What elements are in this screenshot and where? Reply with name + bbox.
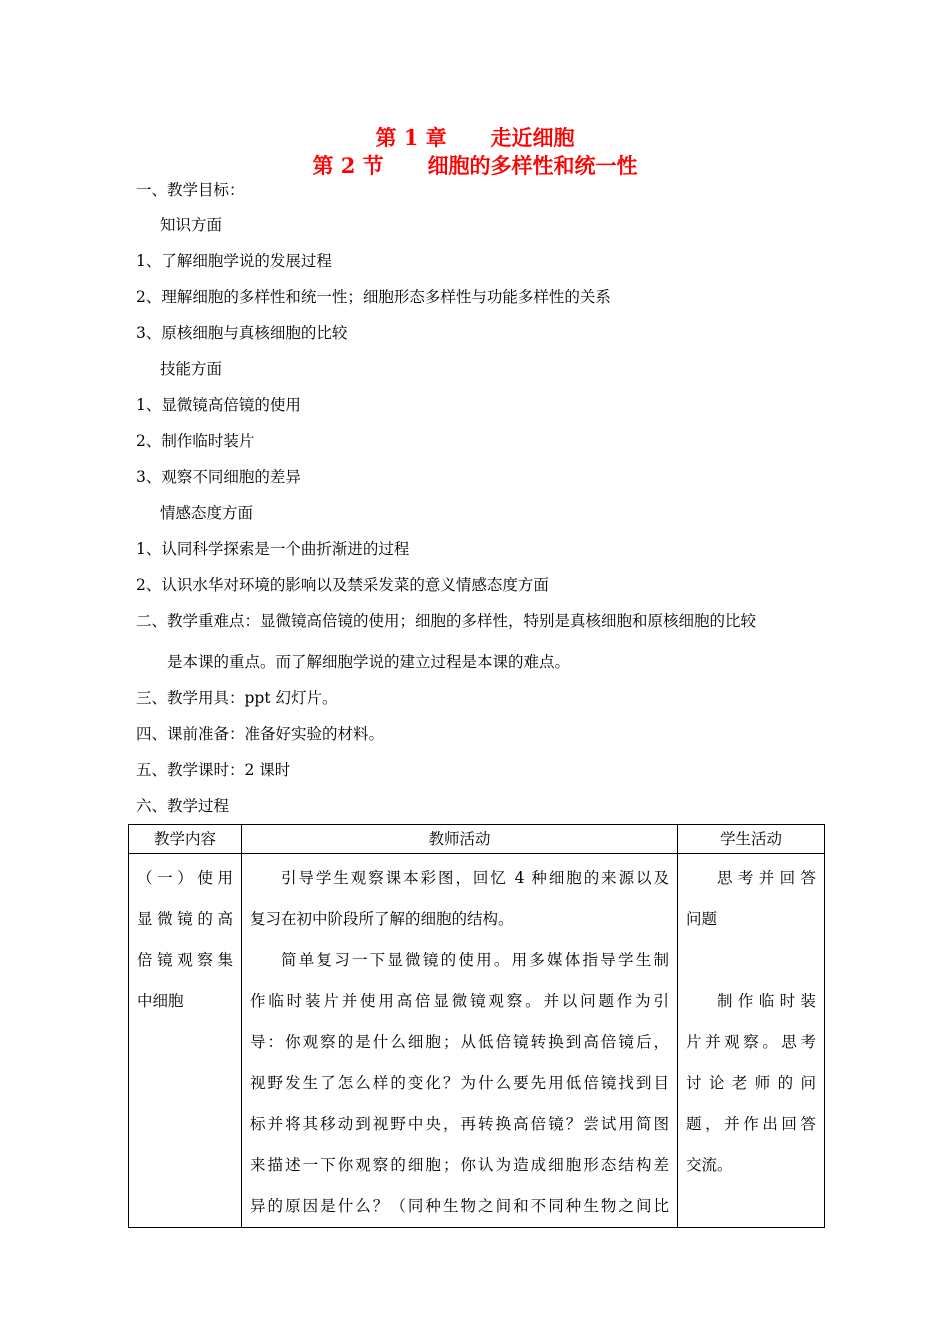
teacher-line: 来描述一下你观察的细胞；你认为造成细胞形态结构差 [250, 1156, 669, 1174]
attitude-item-2: 2、认识水华对环境的影响以及禁采发菜的意义情感态度方面 [136, 576, 549, 594]
key-points-line-2: 是本课的重点。而了解细胞学说的建立过程是本课的难点。 [167, 653, 571, 671]
content-line: 中细胞 [137, 992, 184, 1010]
content-cell [129, 854, 242, 1228]
teacher-line: 引导学生观察课本彩图，回忆 4 种细胞的来源以及 [281, 869, 669, 887]
knowledge-item-1: 1、了解细胞学说的发展过程 [136, 252, 332, 270]
header-content: 教学内容 [129, 825, 242, 854]
teacher-line: 标并将其移动到视野中央，再转换高倍镜？尝试用简图 [250, 1115, 669, 1133]
subheading-knowledge: 知识方面 [160, 216, 223, 234]
key-points-line-1: 二、教学重难点：显微镜高倍镜的使用；细胞的多样性，特别是真核细胞和原核细胞的比较 [136, 612, 757, 630]
teaching-process-table [128, 824, 825, 1228]
student-line: 题，并作出回答 [686, 1115, 816, 1133]
teaching-tools: 三、教学用具：ppt 幻灯片。 [136, 689, 338, 707]
student-line: 交流。 [686, 1156, 733, 1174]
student-line: 片并观察。思考 [686, 1033, 816, 1051]
subheading-attitude: 情感态度方面 [160, 504, 254, 522]
teacher-line: 简单复习一下显微镜的使用。用多媒体指导学生制 [281, 951, 669, 969]
student-spacer [686, 940, 816, 981]
subheading-skills: 技能方面 [160, 360, 223, 378]
heading-process: 六、教学过程 [136, 797, 230, 815]
knowledge-item-2: 2、理解细胞的多样性和统一性；细胞形态多样性与功能多样性的关系 [136, 288, 611, 306]
preparation: 四、课前准备：准备好实验的材料。 [136, 725, 385, 743]
attitude-item-1: 1、认同科学探索是一个曲折渐进的过程 [136, 540, 410, 558]
teacher-line: 作临时装片并使用高倍显微镜观察。并以问题作为引 [250, 992, 669, 1010]
teacher-line: 导：你观察的是什么细胞；从低倍镜转换到高倍镜后， [250, 1033, 669, 1051]
student-line: 思考并回答 [717, 869, 816, 887]
teacher-cell [242, 854, 678, 1228]
chapter-title: 第 1 章 走近细胞 [375, 125, 575, 150]
content-line: 倍镜观察集 [137, 951, 233, 969]
header-student: 学生活动 [678, 825, 825, 854]
student-line: 问题 [686, 910, 718, 928]
student-line: 制作临时装 [717, 992, 816, 1010]
teacher-line: 复习在初中阶段所了解的细胞的结构。 [250, 910, 514, 928]
heading-objectives: 一、教学目标： [136, 181, 245, 199]
teacher-line: 视野发生了怎么样的变化？为什么要先用低倍镜找到目 [250, 1074, 669, 1092]
section-title: 第 2 节 细胞的多样性和统一性 [312, 153, 638, 178]
content-line: 显微镜的高 [137, 910, 233, 928]
skill-item-2: 2、制作临时装片 [136, 432, 255, 450]
header-teacher: 教师活动 [242, 825, 678, 854]
table-header-row [129, 825, 825, 854]
class-hours: 五、教学课时：2 课时 [136, 761, 291, 779]
knowledge-item-3: 3、原核细胞与真核细胞的比较 [136, 324, 348, 342]
student-line: 讨论老师的问 [686, 1074, 816, 1092]
skill-item-3: 3、观察不同细胞的差异 [136, 468, 301, 486]
skill-item-1: 1、显微镜高倍镜的使用 [136, 396, 301, 414]
teacher-line: 异的原因是什么？（同种生物之间和不同种生物之间比 [250, 1197, 669, 1215]
table-row [129, 854, 825, 1228]
content-line: （一）使用 [137, 869, 233, 887]
student-cell [678, 854, 825, 1228]
